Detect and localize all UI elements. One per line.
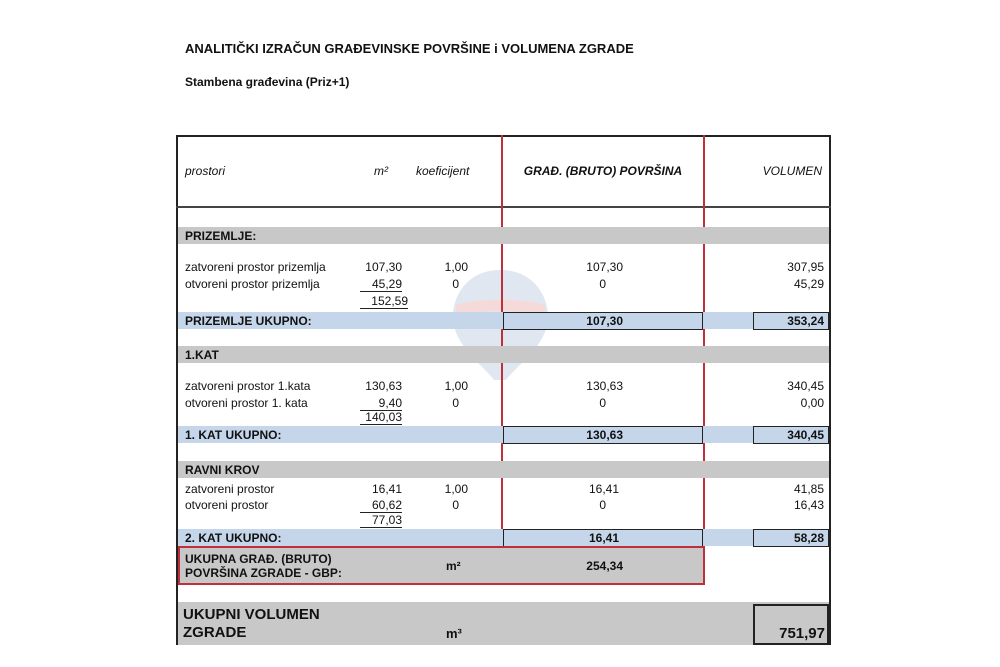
total-volumen: 353,24 [787, 314, 824, 328]
document-subtitle: Stambena građevina (Priz+1) [185, 75, 350, 89]
header-volumen: VOLUMEN [762, 164, 822, 178]
row-koef: 0 [452, 396, 459, 410]
vol-summary-label [183, 606, 320, 642]
total-label: 1. KAT UKUPNO: [185, 428, 282, 442]
total-label: 2. KAT UKUPNO: [185, 531, 282, 545]
section-heading-band [178, 346, 829, 363]
row-m2: 107,30 [365, 260, 402, 274]
row-name: zatvoreni prostor [185, 482, 275, 496]
row-gbp: 0 [599, 396, 606, 410]
section-heading-band [178, 227, 829, 244]
row-gbp: 107,30 [586, 260, 623, 274]
total-gbp: 107,30 [586, 314, 623, 328]
vol-summary-label-line2: ZGRADE [183, 624, 247, 641]
document-title: ANALITIČKI IZRAČUN GRAĐEVINSKE POVRŠINE i VOLUMENA ZGRADE [185, 41, 634, 56]
vol-summary-unit: m³ [446, 626, 462, 641]
sum-m2: 152,59 [360, 294, 408, 309]
total-volumen: 340,45 [787, 428, 824, 442]
row-volumen: 0,00 [800, 396, 824, 410]
row-volumen: 41,85 [793, 482, 824, 496]
row-m2: 45,29 [360, 277, 402, 292]
row-name: otvoreni prostor [185, 498, 269, 512]
row-name: otvoreni prostor 1. kata [185, 396, 308, 410]
gbp-summary-unit: m² [446, 559, 461, 573]
row-gbp: 16,41 [588, 482, 619, 496]
sum-m2: 77,03 [360, 513, 402, 528]
row-m2: 16,41 [371, 482, 402, 496]
section-heading: RAVNI KROV [185, 463, 260, 477]
row-volumen: 340,45 [787, 379, 824, 393]
row-koef: 0 [452, 498, 459, 512]
total-gbp: 16,41 [588, 531, 619, 545]
section-heading: PRIZEMLJE: [185, 229, 257, 243]
row-koef: 1,00 [444, 379, 468, 393]
row-gbp: 130,63 [586, 379, 623, 393]
row-m2: 130,63 [365, 379, 402, 393]
row-volumen: 45,29 [793, 277, 824, 291]
gbp-summary-label-line1: UKUPNA GRAĐ. (BRUTO) [185, 552, 332, 566]
row-m2: 9,40 [360, 396, 402, 411]
header-m2: m² [374, 164, 388, 178]
section-heading: 1.KAT [185, 348, 219, 362]
row-koef: 1,00 [444, 482, 468, 496]
row-m2: 60,62 [360, 498, 402, 513]
row-volumen: 307,95 [787, 260, 824, 274]
header-koeficijent: koeficijent [416, 164, 470, 178]
row-koef: 1,00 [444, 260, 468, 274]
total-gbp: 130,63 [586, 428, 623, 442]
row-volumen: 16,43 [793, 498, 824, 512]
gbp-summary-value: 254,34 [586, 559, 623, 573]
row-gbp: 0 [599, 498, 606, 512]
row-gbp: 0 [599, 277, 606, 291]
row-name: zatvoreni prostor 1.kata [185, 379, 311, 393]
section-heading-band [178, 461, 829, 478]
total-volumen: 58,28 [793, 531, 824, 545]
gbp-summary-label [185, 552, 342, 580]
header-prostori: prostori [185, 164, 226, 178]
vol-summary-label-line1: UKUPNI VOLUMEN [183, 606, 320, 623]
sum-m2: 140,03 [360, 410, 402, 425]
row-name: zatvoreni prostor prizemlja [185, 260, 326, 274]
header-gbp: GRAĐ. (BRUTO) POVRŠINA [523, 164, 683, 178]
vol-summary-value: 751,97 [779, 625, 825, 642]
row-koef: 0 [452, 277, 459, 291]
total-label: PRIZEMLJE UKUPNO: [185, 314, 312, 328]
row-name: otvoreni prostor prizemlja [185, 277, 320, 291]
gbp-summary-label-line2: POVRŠINA ZGRADE - GBP: [185, 566, 342, 580]
